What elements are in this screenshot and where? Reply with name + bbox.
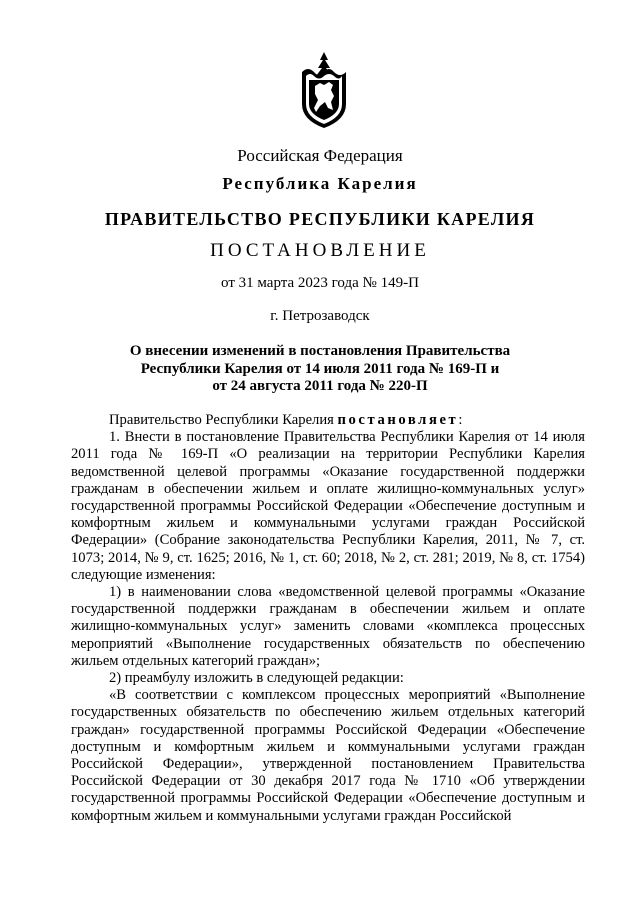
- title-line-1: О внесении изменений в постановления Правительства: [129, 343, 511, 359]
- paragraph-1-1: 1) в наименовании слова «ведомственной целевой программы «Оказание государственной поддержки гражданам в обеспечении жильем и оплате жилищно-коммунальных услуг» заменить словами «комплекса процессных мероприятий «Выполнение государственных обязательств по обеспечению жильем отдельных категорий граждан»;: [71, 584, 585, 669]
- intro-paragraph: [71, 412, 585, 429]
- document-body: [71, 412, 585, 825]
- title-line-2: Республики Карелия от 14 июля 2011 года № 169-П и: [140, 360, 500, 377]
- date-number: от 31 марта 2023 года № 149-П: [221, 275, 419, 291]
- intro-suffix: :: [458, 412, 463, 428]
- paragraph-1-2: 2) преамбулу изложить в следующей редакции:: [109, 670, 404, 687]
- city: г. Петрозаводск: [270, 308, 370, 324]
- preamble-text: «В соответствии с комплексом процессных мероприятий «Выполнение государственных обязательств по обеспечению жильем отдельных категорий граждан» государственной программы Российской Федерации «Обеспечение доступным и комфортным жильем и коммунальными услугами граждан Российской Федерации», утвержденной постановлением Правительства Российской Федерации от 30 декабря 2017 года № 1710 «Об утверждении государственной программы Российской Федерации «Обеспечение доступным и комфортным жильем и коммунальными услугами граждан Российской: [71, 687, 585, 824]
- country-name: Российская Федерация: [237, 146, 403, 165]
- document-title: [0, 343, 640, 396]
- paragraph-1: 1. Внести в постановление Правительства Республики Карелия от 14 июля 2011 года № 169-П «О реализации на территории Республики Карелия ведомственной целевой программы «Оказание государственной поддержки гражданам в обеспечении жильем и оплате жилищно-коммунальных услуг» государственной программы Российской Федерации «Обеспечение доступным и комфортным жильем и коммунальными услугами граждан Российской Федерации» (Собрание законодательства Республики Карелия, 2011, № 7, ст. 1073; 2014, № 9, ст. 1625; 2016, № 1, ст. 60; 2018, № 2, ст. 281; 2019, № 8, ст. 1754) следующие изменения:: [71, 429, 585, 583]
- intro-resolves: постановляет: [337, 412, 459, 428]
- republic-name: Республика Карелия: [222, 174, 418, 193]
- title-line-3: от 24 августа 2011 года № 220-П: [212, 378, 428, 394]
- intro-prefix: Правительство Республики Карелия: [109, 412, 338, 428]
- karelia-coat-of-arms-emblem: [298, 52, 350, 130]
- document-type: ПОСТАНОВЛЕНИЕ: [210, 240, 430, 261]
- government-name: ПРАВИТЕЛЬСТВО РЕСПУБЛИКИ КАРЕЛИЯ: [104, 209, 536, 229]
